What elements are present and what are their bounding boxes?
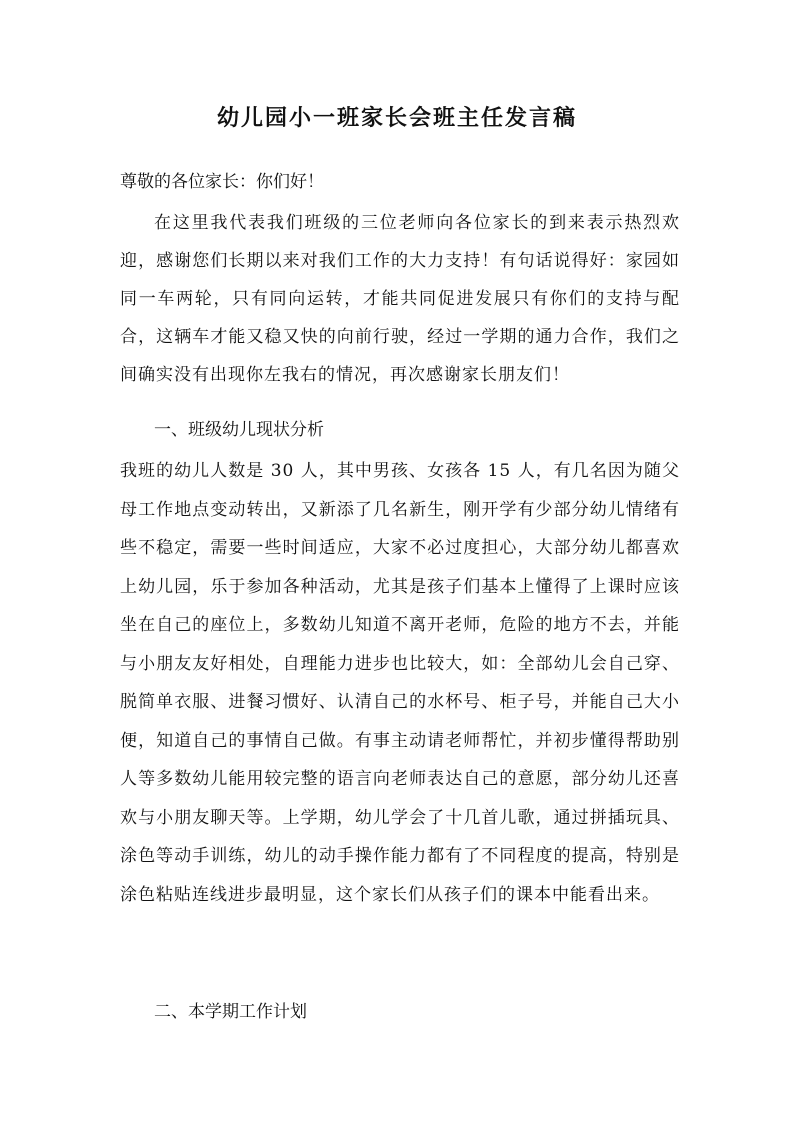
document-title: 幼儿园小一班家长会班主任发言稿	[216, 105, 577, 131]
section-heading-1: 一、班级幼儿现状分析	[154, 420, 324, 440]
greeting-line: 尊敬的各位家长：你们好！	[120, 172, 324, 192]
intro-paragraph: 在这里我代表我们班级的三位老师向各位家长的到来表示热烈欢迎，感谢您们长期以来对我们工作的大力支持！有句话说得好：家园如同一车两轮，只有同向运转，才能共同促进发展只有你们的支持与配合，这辆车才能又稳又快的向前行驶，经过一学期的通力合作，我们之间确实没有出现你左我右的情况，再次感谢家长朋友们！	[120, 213, 680, 385]
section-heading-2: 二、本学期工作计划	[154, 1002, 307, 1022]
analysis-paragraph: 我班的幼儿人数是 30 人，其中男孩、女孩各 15 人，有几名因为随父母工作地点变动转出，又新添了几名新生，刚开学有少部分幼儿情绪有些不稳定，需要一些时间适应，大家不必过度担心，大部分幼儿都喜欢上幼儿园，乐于参加各种活动，尤其是孩子们基本上懂得了上课时应该坐在自己的座位上，多数幼儿知道不离开老师，危险的地方不去，并能与小朋友友好相处，自理能力进步也比较大，如：全部幼儿会自己穿、脱简单衣服、进餐习惯好、认清自己的水杯号、柜子号，并能自己大小便，知道自己的事情自己做。有事主动请老师帮忙，并初步懂得帮助别人等多数幼儿能用较完整的语言向老师表达自己的意愿，部分幼儿还喜欢与小朋友聊天等。上学期，幼儿学会了十几首儿歌，通过拼插玩具、涂色等动手训练，幼儿的动手操作能力都有了不同程度的提高，特别是涂色粘贴连线进步最明显，这个家长们从孩子们的课本中能看出来。	[120, 461, 680, 905]
